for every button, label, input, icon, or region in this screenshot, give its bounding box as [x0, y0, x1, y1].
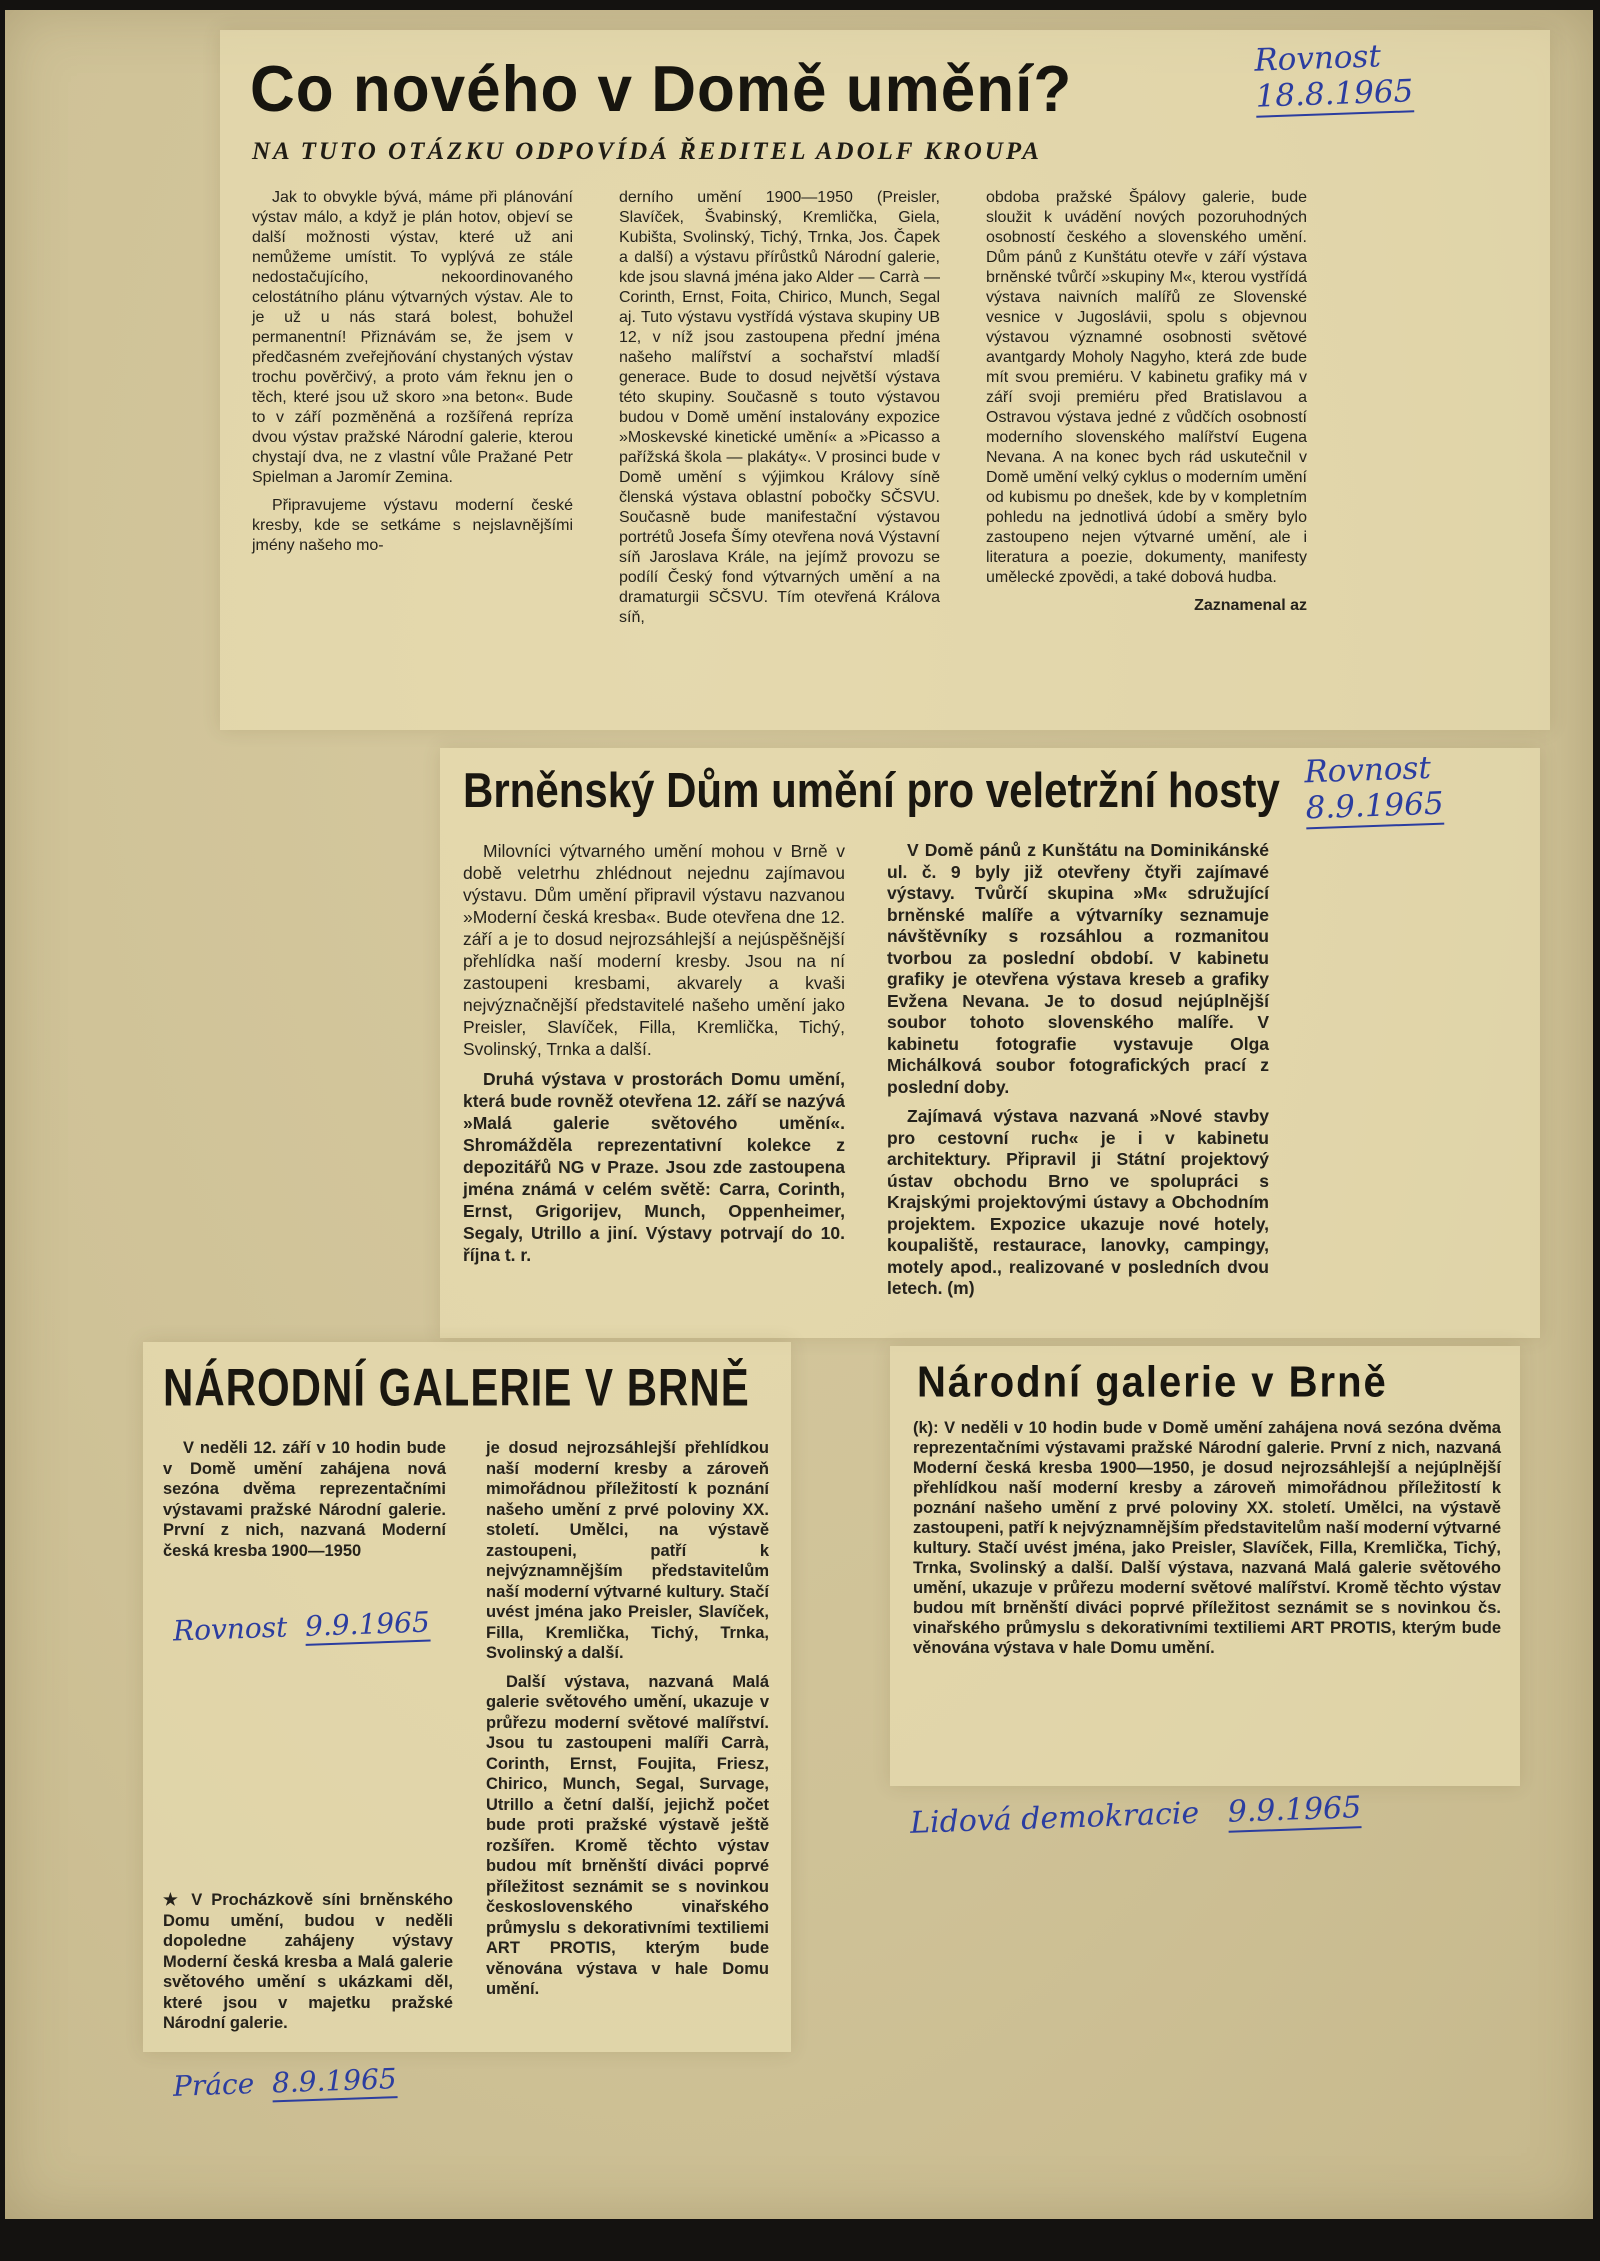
- article2-column-1: [463, 840, 845, 1308]
- annotation-date: 9.9.1965: [1227, 1790, 1362, 1833]
- annotation-date: 18.8.1965: [1255, 73, 1414, 117]
- annotation-source: Rovnost: [172, 1610, 288, 1648]
- paragraph: Milovníci výtvarného umění mohou v Brně v době veletrhu zhlédnout nejednu zajímavou výstavu. Dům umění připravil výstavu nazvanou »Moderní česká kresba«. Bude otevřena dne 12. září a je to dosud nejrozsáhlejší a nejúspěšnější přehlídka naší moderní kresby. Jsou na ní zastoupeni kresbami, akvarely a kvaši nejvýznačnější představitelé našeho umění jako Preisler, Slavíček, Filla, Kremlička, Tichý, Svolinský, Trnka a další.: [463, 841, 845, 1059]
- article1-column-1: [252, 188, 573, 636]
- paragraph: V neděli 12. září v 10 hodin bude v Domě umění zahájena nová sezóna dvěma reprezentačními výstavami pražské Národní galerie. První z nich, nazvaná Moderní česká kresba 1900—1950: [163, 1439, 446, 1560]
- paragraph: Další výstava, nazvaná Malá galerie světového umění, ukazuje v průřezu moderní světové malířství. Jsou tu zastoupeni malíři Carrà, Corinth, Ernst, Foujita, Friesz, Chirico, Munch, Segal, Survage, Utrillo a četní další, jejichž počet bude proti pražské výstavě ještě rozšířen. Kromě těchto výstav budou mít brněnští diváci poprvé příležitost seznámit se s novinkou československého vinařského průmyslu s dekorativními textiliemi ART PROTIS, kterým bude věnována výstava v hale Domu umění.: [486, 1672, 769, 1998]
- annotation-date: 8.9.1965: [1305, 786, 1444, 830]
- annotation-source: Rovnost: [1303, 750, 1432, 791]
- paragraph: [163, 1890, 453, 2034]
- annotation-source: Lidová demokracie: [909, 1795, 1200, 1841]
- article3-headline: NÁRODNÍ GALERIE V BRNĚ: [163, 1358, 750, 1417]
- paragraph: (k): V neděli v 10 hodin bude v Domě umění zahájena nová sezóna dvěma reprezentačními výstavami pražské Národní galerie. První z nich, nazvaná Moderní česká kresba 1900—1950, je dosud nejrozsáhlejší a nejúplnější přehlídkou naší moderní kresby a zároveň mimořádnou příležitostí k poznání našeho umění z prvé poloviny XX. století. Umělci, na výstavě zastoupeni, patří k nejvýznamnějším představitelům naší moderní výtvarné kultury. Stačí uvést jména, jako Preisler, Slavíček, Filla, Kremlička, Tichý, Trnka, Svolinský a další. Další výstava, nazvaná Malá galerie světového umění, ukazuje v průřezu moderní světové malířství. Kromě těchto výstav budou mít brněnští diváci poprvé příležitost seznámit se s novinkou čs. vinařského průmyslu s dekorativními textiliemi ART PROTIS, kterým bude věnována výstava v hale Domu umění.: [913, 1419, 1501, 1657]
- article4-handwritten-annotation: [910, 1790, 1362, 1841]
- star-icon: ★: [163, 1891, 183, 1909]
- article4-body: [913, 1418, 1501, 1666]
- article1-column-3: [986, 188, 1307, 636]
- annotation-source: Rovnost: [1253, 38, 1382, 79]
- article1-columns: [252, 188, 1307, 636]
- annotation-date: 9.9.1965: [305, 1606, 431, 1646]
- annotation-date: 8.9.1965: [271, 2062, 397, 2102]
- star-note-text: V Procházkově síni brněnského Domu umění, budou v neděli dopoledne zahájeny výstavy Moderní česká kresba a Malá galerie světového umění s ukázkami děl, které jsou v majetku pražské Národní galerie.: [163, 1891, 453, 2032]
- article2-columns: [463, 840, 1269, 1308]
- article1-column-2: [619, 188, 940, 636]
- article4-headline: Národní galerie v Brně: [917, 1358, 1388, 1407]
- article1-headline: Co nového v Domě umění?: [250, 53, 1073, 126]
- article2-column-2: [887, 840, 1269, 1308]
- article2-handwritten-annotation: [1304, 750, 1445, 830]
- paragraph: Připravujeme výstavu moderní české kresby, kde se setkáme s nejslavnějšími jmény našeho mo-: [252, 497, 573, 554]
- article3-star-note: [163, 1890, 453, 2042]
- paragraph: je dosud nejrozsáhlejší přehlídkou naší moderní kresby a zároveň mimořádnou příležitostí k poznání našeho umění z prvé poloviny XX. století. Umělci, na výstavě zastoupeni, patří k nejvýznamnějším představitelům naší moderní výtvarné kultury. Stačí uvést jména jako Preisler, Slavíček, Filla, Kremlička, Tichý, Trnka, Svolinský a další.: [486, 1439, 769, 1662]
- annotation-source: Práce: [172, 2067, 255, 2103]
- paragraph: derního umění 1900—1950 (Preisler, Slavíček, Švabinský, Kremlička, Giela, Kubišta, Svolinský, Tichý, Trnka, Jos. Čapek a další) a výstavu přírůstků Národní galerie, kde jsou slavná jména jako Alder — Carrà — Corinth, Ernst, Foita, Chirico, Munch, Segal aj. Tuto výstavu vystřídá výstava skupiny UB 12, v níž jsou zastoupena přední jména našeho malířství a sochařství mladší generace. Bude to dosud největší výstava této skupiny. Současně s touto výstavou budou v Domě umění instalovány expozice »Moskevské kinetické umění« a »Picasso a pařížská škola — plakáty«. V prosinci bude v Domě umění s výjimkou Královy síně členská výstava oblastní pobočky SČSVU. Současně bude manifestační výstavou portrétů Josefa Šímy otevřena nová Výstavní síň Jaroslava Krále, na jejímž provozu se podílí Český fond výtvarných umění a na dramaturgii SČSVU. Tím otevřená Králova síň,: [619, 189, 940, 626]
- article2-headline: Brněnský Dům umění pro veletržní hosty: [463, 762, 1280, 818]
- article3-handwritten-annotation-prace: [172, 2062, 397, 2103]
- paragraph: Jak to obvykle bývá, máme při plánování výstav málo, a když je plán hotov, objeví se další možnosti výstav, které už ani nemůžeme umístit. To vyplývá ze stále nedostačujícího, nekoordinovaného celostátního plánu výtvarných výstav. Ale to je už u nás stará bolest, bohužel permanentní! Přiznávám se, že jsem v předčasném zveřejňování chystaných výstav trochu pověrčivý, a proto vám řeknu jen o těch, které jsou už skoro »na beton«. Bude to v září pozměněná a rozšířená repríza dvou výstav pražské Národní galerie, kterou chystají dva, ne z vlastní vůle Pražané Petr Spielman a Jaromír Zemina.: [252, 189, 573, 486]
- paragraph: obdoba pražské Špálovy galerie, bude sloužit k uvádění nových pozoruhodných osobností českého a slovenského umění. Dům pánů z Kunštátu otevře v září výstava brněnské tvůrčí »skupiny M«, kterou vystřídá výstava naivních malířů ze Slovenské vesnice v Jugoslávii, spolu s objevnou výstavou významné osobnosti světové avantgardy Moholy Nagyho, která zde bude mít svou premiéru. V kabinetu grafiky má v září svoji premiéru před Bratislavou a Ostravou výstava jedné z vůdčích osobností moderního slovenského malířství Eugena Nevana. A na konec bych rád uskutečnil v Domě umění velký cyklus o moderním umění od kubismu po dnešek, kde by v kompletním pohledu na jednotlivá údobí a směry bylo zastoupeno nejen výtvarné umění, ale i literatura a poezie, dokumenty, manifesty umělecké zpovědi, a také dobová hudba.: [986, 189, 1307, 586]
- paragraph: Druhá výstava v prostorách Domu umění, která bude rovněž otevřena 12. září se nazývá »Malá galerie světového umění«. Shromážděla reprezentativní kolekce z depozitářů NG v Praze. Jsou zde zastoupena jména známá v celém světě: Carra, Corinth, Ernst, Grigorijev, Munch, Oppenheimer, Segaly, Utrillo a jiní. Výstavy potrvají do 10. října t. r.: [463, 1069, 845, 1265]
- paragraph: V Domě pánů z Kunštátu na Dominikánské ul. č. 9 byly již otevřeny čtyři zajímavé výstavy. Tvůrčí skupina »M« sdružující brněnské malíře a výtvarníky seznamuje návštěvníky s rozsáhlou a rozmanitou tvorbou za poslední období. V kabinetu grafiky je otevřena výstava kreseb a grafiky Evžena Nevana. Je to dosud nejúplnější soubor tohoto slovenského malíře. V kabinetu fotografie vystavuje Olga Michálková soubor fotografických prací z poslední doby.: [887, 840, 1269, 1097]
- article1-subtitle: NA TUTO OTÁZKU ODPOVÍDÁ ŘEDITEL ADOLF KROUPA: [252, 138, 1042, 165]
- article3-column-2: [486, 1438, 769, 2008]
- article1-handwritten-annotation: [1254, 37, 1414, 117]
- album-paper-background: [5, 10, 1593, 2219]
- paragraph: Zajímavá výstava nazvaná »Nové stavby pro cestovní ruch« je i v kabinetu architektury. Připravil ji Státní projektový ústav obchodu Brno ve spolupráci s Krajskými projektovými ústavy a Obchodním projektem. Expozice ukazuje nové hotely, koupaliště, restaurace, lanovky, campingy, motely apod., realizované v posledních dvou letech. (m): [887, 1106, 1269, 1298]
- article1-byline: Zaznamenal az: [1194, 597, 1307, 614]
